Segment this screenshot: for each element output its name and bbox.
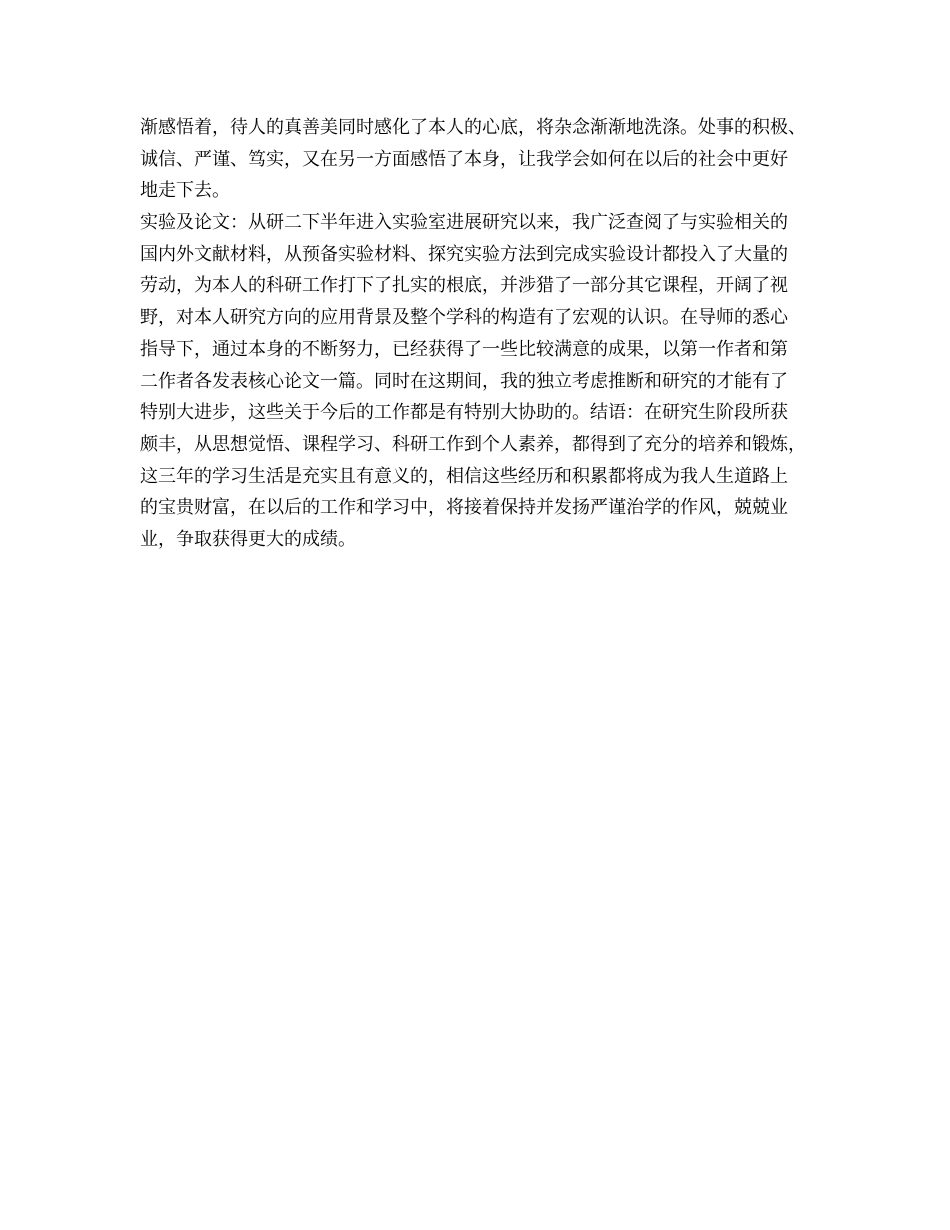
text-line: 国内外文献材料，从预备实验材料、探究实验方法到完成实验设计都投入了大量的 — [140, 243, 788, 265]
text-line: 这三年的学习生活是充实且有意义的，相信这些经历和积累都将成为我人生道路上 — [140, 465, 788, 487]
text-line: 特别大进步，这些关于今后的工作都是有特别大协助的。结语：在研究生阶段所获 — [140, 402, 788, 424]
text-line: 实验及论文：从研二下半年进入实验室进展研究以来，我广泛查阅了与实验相关的 — [140, 212, 788, 234]
text-line: 业，争取获得更大的成绩。 — [140, 528, 356, 550]
text-line: 劳动，为本人的科研工作打下了扎实的根底，并涉猎了一部分其它课程，开阔了视 — [140, 275, 788, 297]
text-line: 的宝贵财富，在以后的工作和学习中，将接着保持并发扬严谨治学的作风，兢兢业 — [140, 497, 788, 519]
text-line: 渐感悟着，待人的真善美同时感化了本人的心底，将杂念渐渐地洗涤。处事的积极、 — [140, 117, 806, 138]
body-text — [140, 112, 840, 556]
text-line: 二作者各发表核心论文一篇。同时在这期间，我的独立考虑推断和研究的才能有了 — [140, 370, 788, 392]
text-line: 地走下去。 — [140, 180, 230, 202]
text-line: 颇丰，从思想觉悟、课程学习、科研工作到个人素养，都得到了充分的培养和锻炼， — [140, 433, 806, 455]
text-line: 指导下，通过本身的不断努力，已经获得了一些比较满意的成果，以第一作者和第 — [140, 338, 788, 360]
text-line: 诚信、严谨、笃实，又在另一方面感悟了本身，让我学会如何在以后的社会中更好 — [140, 148, 788, 170]
text-line: 野，对本人研究方向的应用背景及整个学科的构造有了宏观的认识。在导师的悉心 — [140, 307, 788, 329]
